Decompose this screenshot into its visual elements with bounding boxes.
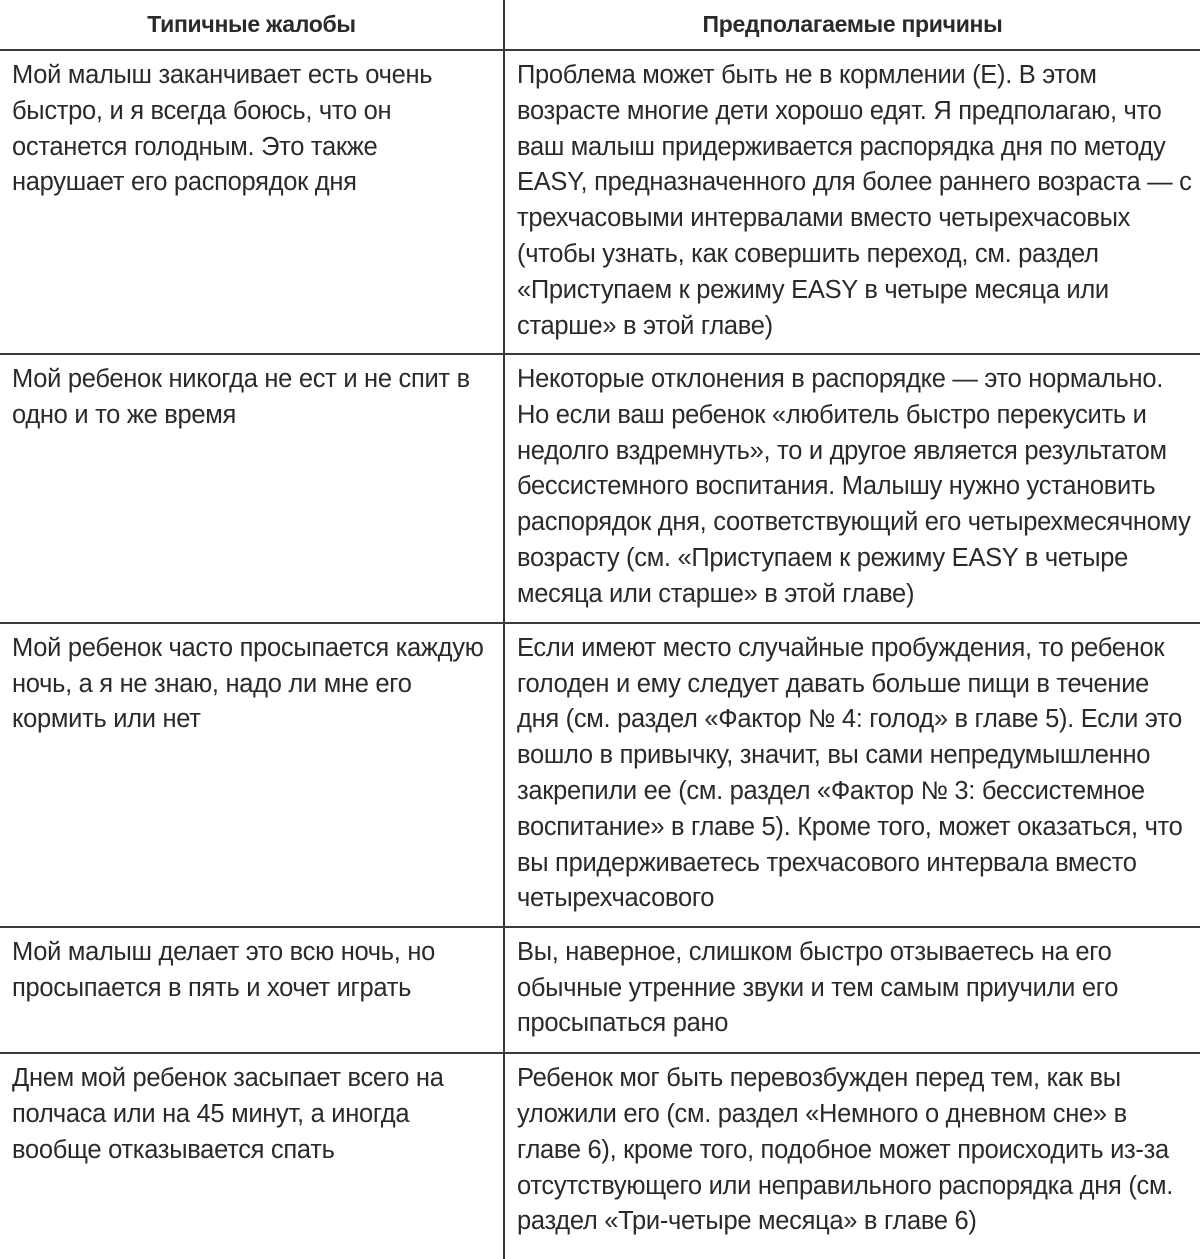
header-complaints: Типичные жалобы — [0, 0, 504, 50]
table-header-row — [0, 0, 1200, 50]
cause-cell: Ребенок мог быть перевозбужден перед тем, как вы уложили его (см. раздел «Немного о дневном сне» в главе 6), кроме того, подобное может происходить из-за отсутствующего или неправильного распорядка дня (см. раздел «Три-четыре месяца» в главе 6) — [504, 1053, 1200, 1259]
cause-cell: Если имеют место случайные пробуждения, то ребенок голоден и ему следует давать больше пищи в течение дня (см. раздел «Фактор № 4: голод» в главе 5). Если это вошло в привычку, значит, вы сами непредумышленно закрепили ее (см. раздел «Фактор № 3: бессистемное воспитание» в главе 5). Кроме того, может оказаться, что вы придерживаетесь трехчасового интервала вместо четырехчасового — [504, 623, 1200, 927]
cause-cell: Вы, наверное, слишком быстро отзываетесь на его обычные утренние звуки и тем самым приучили его просыпаться рано — [504, 927, 1200, 1053]
complaint-cell: Мой ребенок никогда не ест и не спит в одно и то же время — [0, 354, 504, 623]
table-row — [0, 623, 1200, 927]
table-row — [0, 927, 1200, 1053]
complaint-cell: Мой малыш заканчивает есть очень быстро, и я всегда боюсь, что он останется голодным. Это также нарушает его распорядок дня — [0, 50, 504, 354]
table-row — [0, 50, 1200, 354]
cause-cell: Некоторые отклонения в распорядке — это нормально. Но если ваш ребенок «любитель быстро перекусить и недолго вздремнуть», то и другое является результатом бессистемного воспитания. Малышу нужно установить распорядок дня, соответствующий его четырехмесячному возрасту (см. «Приступаем к режиму EASY в четыре месяца или старше» в этой главе) — [504, 354, 1200, 623]
header-causes: Предполагаемые причины — [504, 0, 1200, 50]
cause-cell: Проблема может быть не в кормлении (Е). В этом возрасте многие дети хорошо едят. Я предполагаю, что ваш малыш придерживается распорядка дня по методу EASY, предназначенного для более раннего возраста — с трехчасовыми интервалами вместо четырехчасовых (чтобы узнать, как совершить переход, см. раздел «Приступаем к режиму EASY в четыре месяца или старше» в этой главе) — [504, 50, 1200, 354]
table-row — [0, 354, 1200, 623]
complaint-cell: Мой малыш делает это всю ночь, но просыпается в пять и хочет играть — [0, 927, 504, 1053]
complaint-cell: Днем мой ребенок засыпает всего на полчаса или на 45 минут, а иногда вообще отказывается спать — [0, 1053, 504, 1259]
table-row — [0, 1053, 1200, 1259]
complaint-cell: Мой ребенок часто просыпается каждую ночь, а я не знаю, надо ли мне его кормить или нет — [0, 623, 504, 927]
